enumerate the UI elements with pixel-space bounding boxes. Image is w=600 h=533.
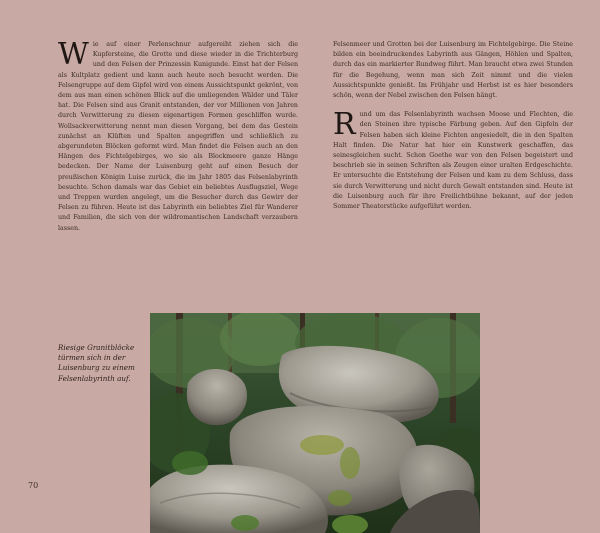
article-right-column: [333, 40, 573, 290]
article-left-column: [58, 40, 298, 288]
photo-illustration: [150, 313, 480, 533]
photo-caption: Riesige Granitblöcke türmen sich in der Luisenburg zu einem Felsenlabyrinth auf.: [58, 343, 135, 383]
granite-boulders-photo: [150, 313, 480, 533]
drop-cap: R: [333, 107, 356, 143]
article-paragraph: Felsenmeer und Grotten bei der Luisenburg im Fichtelgebirge. Die Steine bilden ein beeindruckendes Labyrinth aus Gängen, Höhlen und Spalten, durch das ein markierter Rundweg führt. Man braucht etwa zwei Stunden für die Begehung, wenn man sich Zeit nimmt und die vielen Aussichtspunkte genießt. Im Frühjahr und Herbst ist es hier besonders schön, wenn der Nebel zwischen den Felsen hängt.: [333, 41, 573, 100]
page-number: 70: [28, 481, 39, 490]
drop-cap: W: [58, 40, 89, 72]
article-paragraph: [333, 107, 573, 212]
paragraph-text: und um das Felsenlabyrinth wachsen Moose und Flechten, die den Steinen ihre typische Färbung geben. Auf den Gipfeln der Felsen haben sich kleine Fichten angesiedelt, die in den Spalten Halt finden. Die Natur hat hier ein Kunstwerk geschaffen, das seinesgleichen sucht. Schon Goethe war von den Felsen begeistert und beschrieb sie in seinen Schriften als Zeugen einer uralten Erdgeschichte. Er untersuchte die Entstehung der Felsen und kam zu dem Schluss, dass sie durch Verwitterung und nicht durch Gewalt entstanden sind. Heute ist die Luisenburg auch für ihre Freilichtbühne bekannt, auf der jeden Sommer Theaterstücke aufgeführt werden.: [333, 111, 573, 211]
paragraph-text: ie auf einer Perlenschnur aufgereiht ziehen sich die Kupfersteine, die Grotte und diese wieder in die Trichterburg und den Felsen der Prinzessin Kunigunde. Einst hat der Felsen als Kultplatz gedient und kann auch heute noch besucht werden. Die Felsengruppe auf dem Gipfel wird von einem Aussichtspunkt gekrönt, von dem aus man einen schönen Blick auf die umliegenden Wälder und Täler hat. Die Felsen sind aus Granit entstanden, der vor Millionen von Jahren durch Verwitterung zu diesen eigenartigen Formen geschliffen wurde. Wollsackverwitterung nennt man diesen Vorgang, bei dem das Gestein zunächst an Klüften und Spalten angegriffen und schließlich zu abgerundeten Blöcken geformt wird. Man findet die Felsen auch an den Hängen des Fichtelgebirges, wo sie als Blockmeere ganze Hänge bedecken. Der Name der Luisenburg geht auf einen Besuch der preußischen Königin Luise zurück, die im Jahr 1805 das Felsenlabyrinth besuchte. Schon damals war das Gebiet ein beliebtes Ausflugsziel, Wege und Treppen wurden angelegt, um die Besucher durch das Gewirr der Felsen zu führen. Heute ist das Labyrinth ein beliebtes Ziel für Wanderer und Familien, die sich von der wildromantischen Landschaft verzaubern lassen.: [58, 41, 298, 232]
article-paragraph: [58, 40, 298, 234]
